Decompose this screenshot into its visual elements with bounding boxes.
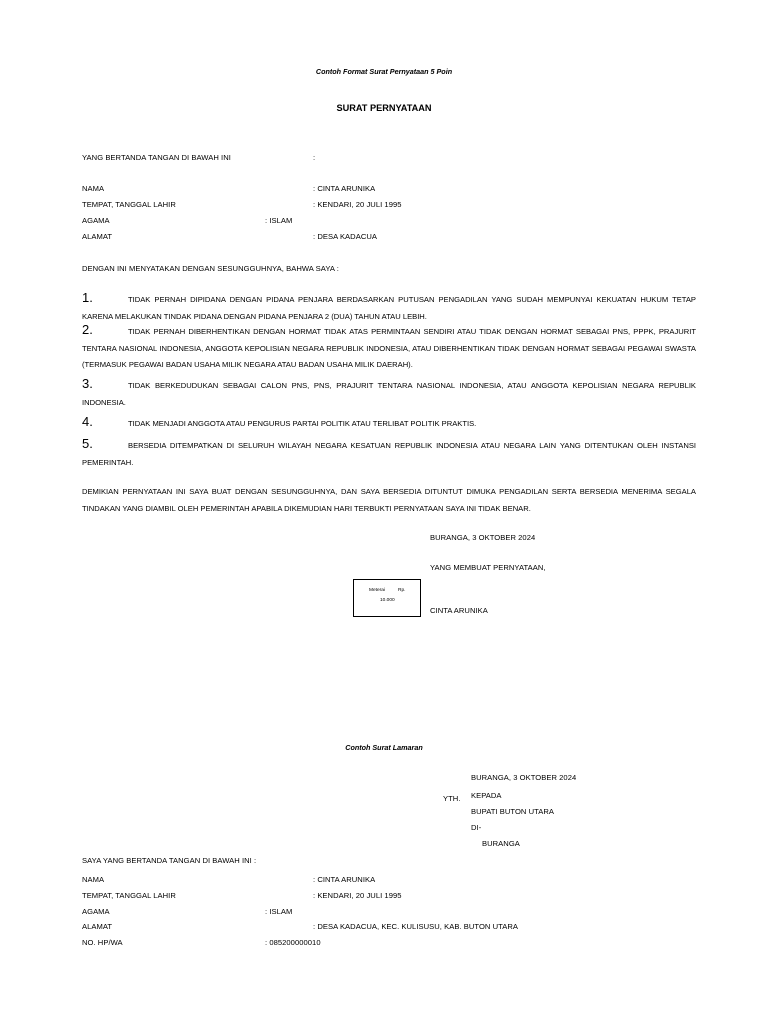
- closing-paragraph: DEMIKIAN PERNYATAAN INI SAYA BUAT DENGAN SESUNGGUHNYA, DAN SAYA BERSEDIA DITUNTUT DIMUKA PENGADILAN SERTA BERSEDIA MENERIMA SEGALA TINDAKAN YANG DIAMBIL OLEH PEMERINTAH APABILA DIKEMUDIAN HARI TERBUKTI PERNYATAAN SAYA INI TIDAK BENAR.: [82, 487, 696, 513]
- stamp-amount: 10.000: [380, 598, 395, 603]
- point-number: 1.: [82, 290, 93, 305]
- agama-value: : ISLAM: [265, 216, 293, 225]
- letter-ttl-label: TEMPAT, TANGGAL LAHIR: [82, 891, 176, 900]
- letter-nama-label: NAMA: [82, 875, 105, 884]
- letter-city: BURANGA: [482, 839, 520, 848]
- document-title: SURAT PERNYATAAN: [336, 103, 432, 113]
- point-text: TIDAK PERNAH DIPIDANA DENGAN PIDANA PENJARA BERDASARKAN PUTUSAN PENGADILAN YANG SUDAH MEMPUNYAI KEKUATAN HUKUM TETAP KARENA MELAKUKAN TINDAK PIDANA DENGAN PIDANA PENJARA 2 (DUA) TAHUN ATAU LEBIH.: [82, 295, 696, 321]
- point-text: TIDAK BERKEDUDUKAN SEBAGAI CALON PNS, PNS, PRAJURIT TENTARA NASIONAL INDONESIA, ATAU ANGGOTA KEPOLISIAN NEGARA REPUBLIK INDONESIA.: [82, 381, 696, 407]
- letter-alamat-label: ALAMAT: [82, 922, 113, 931]
- point-item: [82, 292, 696, 325]
- ttl-label: TEMPAT, TANGGAL LAHIR: [82, 200, 176, 209]
- signer-name: CINTA ARUNIKA: [430, 606, 488, 615]
- point-item: [82, 378, 696, 411]
- letter-agama-value: : ISLAM: [265, 907, 293, 916]
- signature-place-date: BURANGA, 3 OKTOBER 2024: [430, 533, 536, 542]
- letter-nama-value: : CINTA ARUNIKA: [313, 875, 376, 884]
- letter-recipient: BUPATI BUTON UTARA: [471, 807, 555, 816]
- ttl-value: : KENDARI, 20 JULI 1995: [313, 200, 402, 209]
- signer-title: YANG MEMBUAT PERNYATAAN,: [430, 563, 546, 572]
- nama-label: NAMA: [82, 184, 105, 193]
- intro-colon: :: [313, 153, 316, 162]
- letter-place-date: BURANGA, 3 OKTOBER 2024: [471, 773, 577, 782]
- alamat-label: ALAMAT: [82, 232, 113, 241]
- point-text: BERSEDIA DITEMPATKAN DI SELURUH WILAYAH NEGARA KESATUAN REPUBLIK INDONESIA ATAU NEGARA LAIN YANG DITENTUKAN OLEH INSTANSI PEMERINTAH.: [82, 441, 696, 467]
- point-item: [82, 324, 696, 374]
- point-text: TIDAK MENJADI ANGGOTA ATAU PENGURUS PARTAI POLITIK ATAU TERLIBAT POLITIK PRAKTIS.: [128, 419, 477, 428]
- stamp-rp: Rp.: [398, 588, 406, 593]
- document-caption-2: Contoh Surat Lamaran: [345, 743, 423, 752]
- intro-label: YANG BERTANDA TANGAN DI BAWAH INI: [82, 153, 231, 162]
- document-caption: Contoh Format Surat Pernyataan 5 Poin: [315, 67, 453, 76]
- letter-agama-label: AGAMA: [82, 907, 110, 916]
- point-item: [82, 438, 696, 471]
- point-text: TIDAK PERNAH DIBERHENTIKAN DENGAN HORMAT TIDAK ATAS PERMINTAAN SENDIRI ATAU TIDAK DENGAN HORMAT SEBAGAI PNS, PPPK, PRAJURIT TENTARA NASIONAL INDONESIA, ANGGOTA KEPOLISIAN NEGARA REPUBLIK INDONESIA, ATAU DIBERHENTIKAN TIDAK DENGAN HORMAT SEBAGAI PEGAWAI SWASTA (TERMASUK PEGAWAI BADAN USAHA MILIK NEGARA ATAU BADAN USAHA MILIK DAERAH).: [82, 327, 696, 369]
- agama-label: AGAMA: [82, 216, 110, 225]
- letter-yth: YTH.: [443, 794, 461, 803]
- letter-ttl-value: : KENDARI, 20 JULI 1995: [313, 891, 402, 900]
- letter-alamat-value: : DESA KADACUA, KEC. KULISUSU, KAB. BUTON UTARA: [313, 922, 519, 931]
- point-number: 3.: [82, 376, 93, 391]
- letter-di: DI-: [471, 823, 482, 832]
- point-number: 2.: [82, 322, 93, 337]
- letter-hp-value: : 085200000010: [265, 938, 321, 947]
- meterai-stamp-box: [353, 579, 421, 617]
- point-number: 4.: [82, 414, 93, 429]
- alamat-value: : DESA KADACUA: [313, 232, 378, 241]
- letter-kepada: KEPADA: [471, 791, 502, 800]
- letter-intro: SAYA YANG BERTANDA TANGAN DI BAWAH INI :: [82, 856, 257, 865]
- point-item: [82, 416, 696, 433]
- stamp-label: Meterai: [369, 588, 385, 593]
- nama-value: : CINTA ARUNIKA: [313, 184, 376, 193]
- declaration-line: DENGAN INI MENYATAKAN DENGAN SESUNGGUHNYA, BAHWA SAYA :: [82, 264, 339, 273]
- letter-hp-label: NO. HP/WA: [82, 938, 123, 947]
- point-number: 5.: [82, 436, 93, 451]
